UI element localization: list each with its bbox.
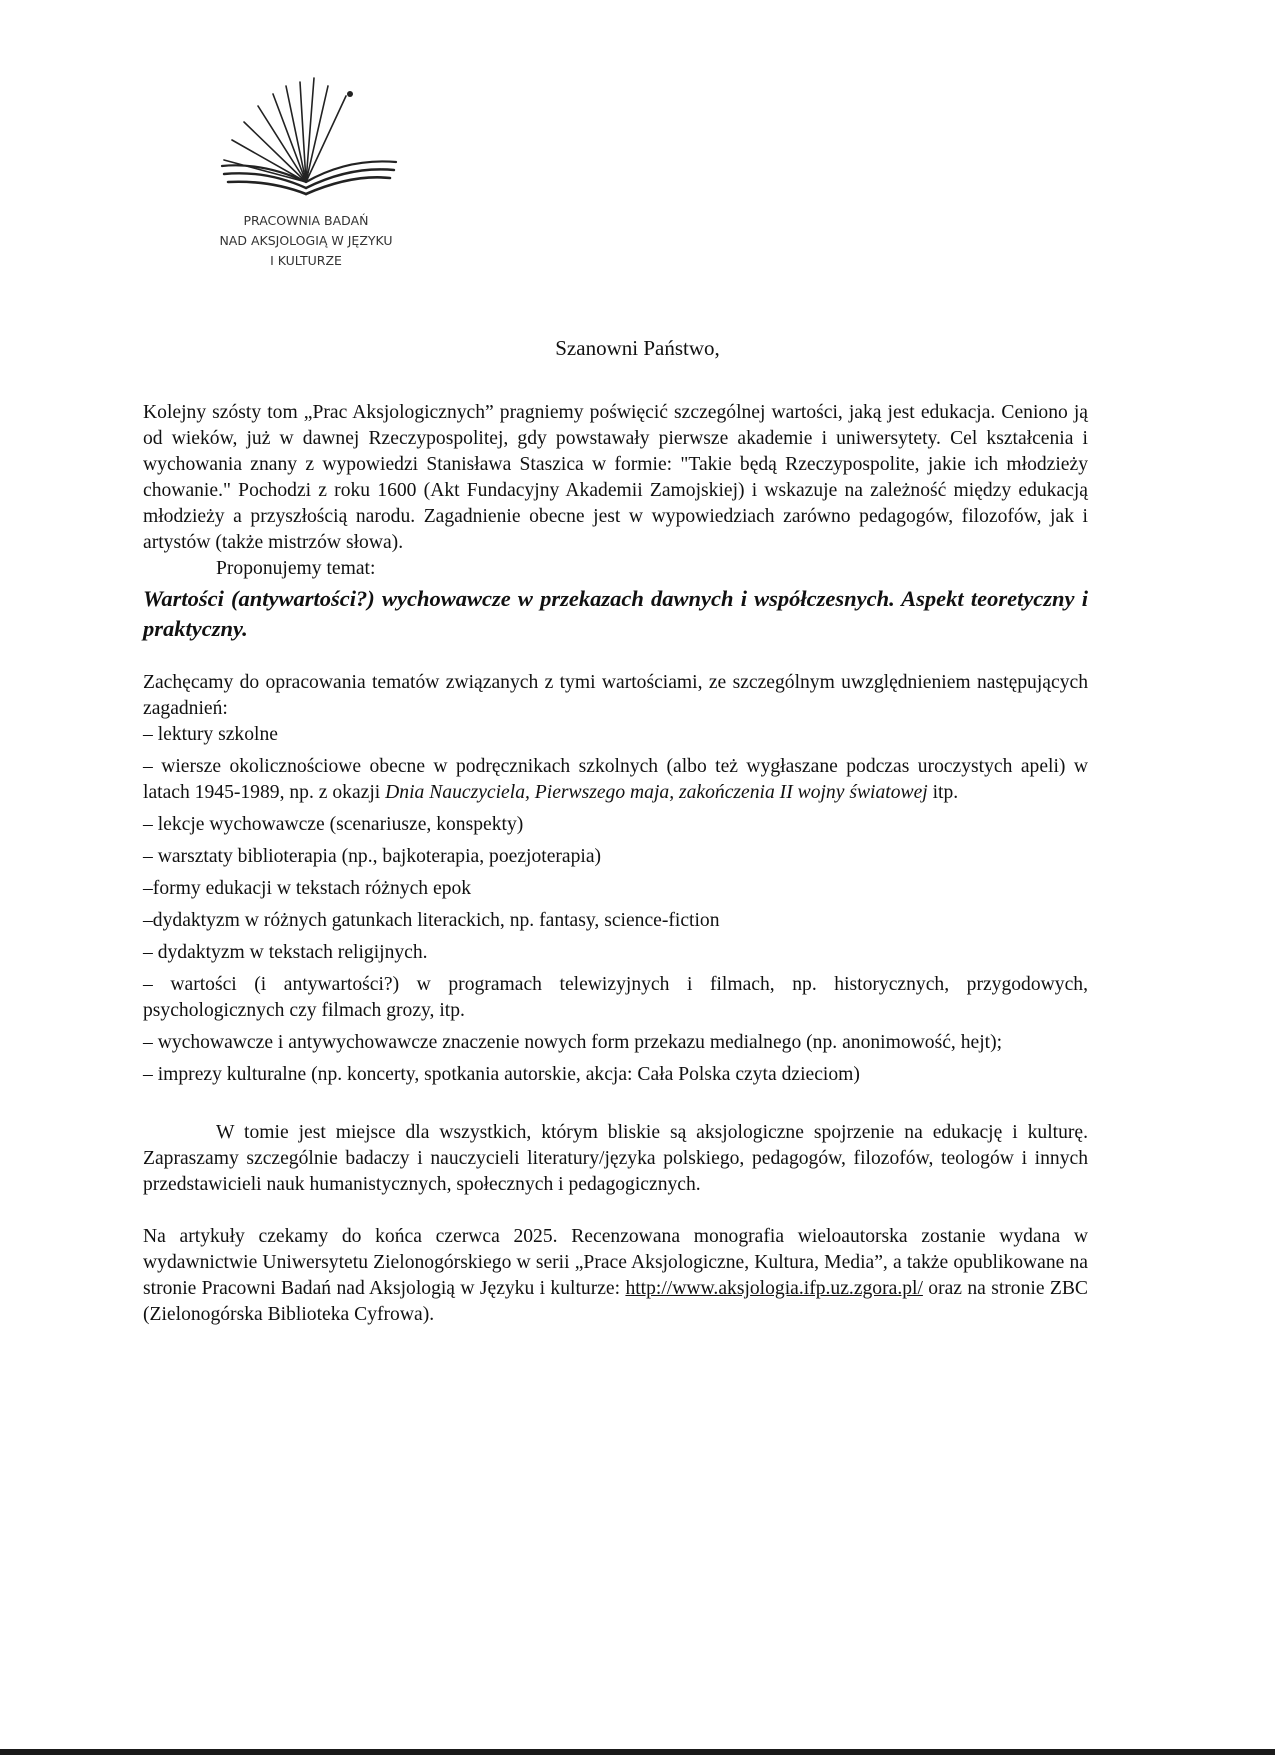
invite-paragraph: W tomie jest miejsce dla wszystkich, którym bliskie są aksjologiczne spojrzenie na edukację i kulturę. Zapraszamy szczególnie badaczy i nauczycieli literatury/języka polskiego, pedagogów, filozofów, teologów i innych przedstawicieli nauk humanistycznych, społecznych i pedagogicznych. (143, 1122, 1088, 1195)
list-item: – lektury szkolne (143, 724, 278, 745)
deadline-text-end: oraz na stronie ZBC (Zielonogórska Biblioteka Cyfrowa). (143, 1278, 1088, 1325)
list-item-text: – wiersze okolicznościowe obecne w podręcznikach szkolnych (albo też wygłaszane podczas uroczystych apeli) w latach 1945-1989, np. z okazji (143, 756, 1088, 803)
propose-line: Proponujemy temat: (216, 558, 376, 579)
logo-line-2: NAD AKSJOLOGIĄ W JĘZYKU (219, 233, 393, 248)
list-item: – warsztaty biblioterapia (np., bajkoterapia, poezjoterapia) (143, 846, 602, 867)
list-item-italic: Dnia Nauczyciela, Pierwszego maja, zakończenia II wojny światowej (385, 782, 928, 803)
deadline-paragraph (143, 1224, 1088, 1328)
logo-line-1: PRACOWNIA BADAŃ (243, 213, 369, 228)
intro-paragraph: Kolejny szósty tom „Prac Aksjologicznych” pragniemy poświęcić szczególnej wartości, jaką jest edukacja. Ceniono ją od wieków, już w dawnej Rzeczypospolitej, gdy powstawały pierwsze akademie i uniwersytety. Cel kształcenia i wychowania znany z wypowiedzi Stanisława Staszica w formie: "Takie będą Rzeczypospolite, jakie ich młodzieży chowanie." Pochodzi z roku 1600 (Akt Fundacyjny Akademii Zamojskiej) i wskazuje na zależność między edukacją młodzieży a przyszłością narodu. Zagadnienie obecne jest w wypowiedziach zarówno pedagogów, filozofów, jak i artystów (także mistrzów słowa). (143, 402, 1088, 553)
topics-list (143, 722, 1088, 1088)
salutation: Szanowni Państwo, (555, 336, 720, 360)
list-item: – dydaktyzm w tekstach religijnych. (143, 942, 428, 963)
encourage-paragraph: Zachęcamy do opracowania tematów związanych z tymi wartościami, ze szczególnym uwzględnieniem następujących zagadnień: (143, 672, 1088, 719)
scan-edge (0, 1749, 1275, 1755)
list-item: –formy edukacji w tekstach różnych epok (143, 878, 472, 899)
list-item: –dydaktyzm w różnych gatunkach literackich, np. fantasy, science-fiction (143, 910, 720, 931)
list-item (143, 754, 1088, 806)
website-link[interactable]: http://www.aksjologia.ifp.uz.zgora.pl/ (625, 1278, 923, 1299)
list-item: – lekcje wychowawcze (scenariusze, konspekty) (143, 814, 524, 835)
letter-body (143, 400, 1088, 1328)
list-item: – imprezy kulturalne (np. koncerty, spotkania autorskie, akcja: Cała Polska czyta dzieciom) (143, 1064, 860, 1085)
logo (210, 70, 420, 271)
list-item: – wychowawcze i antywychowawcze znaczenie nowych form przekazu medialnego (np. anonimowość, hejt); (143, 1032, 1003, 1053)
open-book-rays-icon (218, 70, 408, 205)
deadline-text: Na artykuły czekamy do końca czerwca 2025. Recenzowana monografia wieloautorska zostanie wydana w wydawnictwie Uniwersytetu Zielonogórskiego w serii „Prace Aksjologiczne, Kultura, Media”, a także opublikowane na stronie Pracowni Badań nad Aksjologią w Języku i kulturze: (143, 1226, 1088, 1299)
list-item-text: itp. (927, 782, 959, 803)
topic-title: Wartości (antywartości?) wychowawcze w przekazach dawnych i współczesnych. Aspekt teoretyczny i praktyczny. (143, 586, 1088, 641)
list-item: – wartości (i antywartości?) w programach telewizyjnych i filmach, np. historycznych, przygodowych, psychologicznych czy filmach grozy, itp. (143, 974, 1088, 1021)
logo-line-3: I KULTURZE (270, 253, 342, 268)
